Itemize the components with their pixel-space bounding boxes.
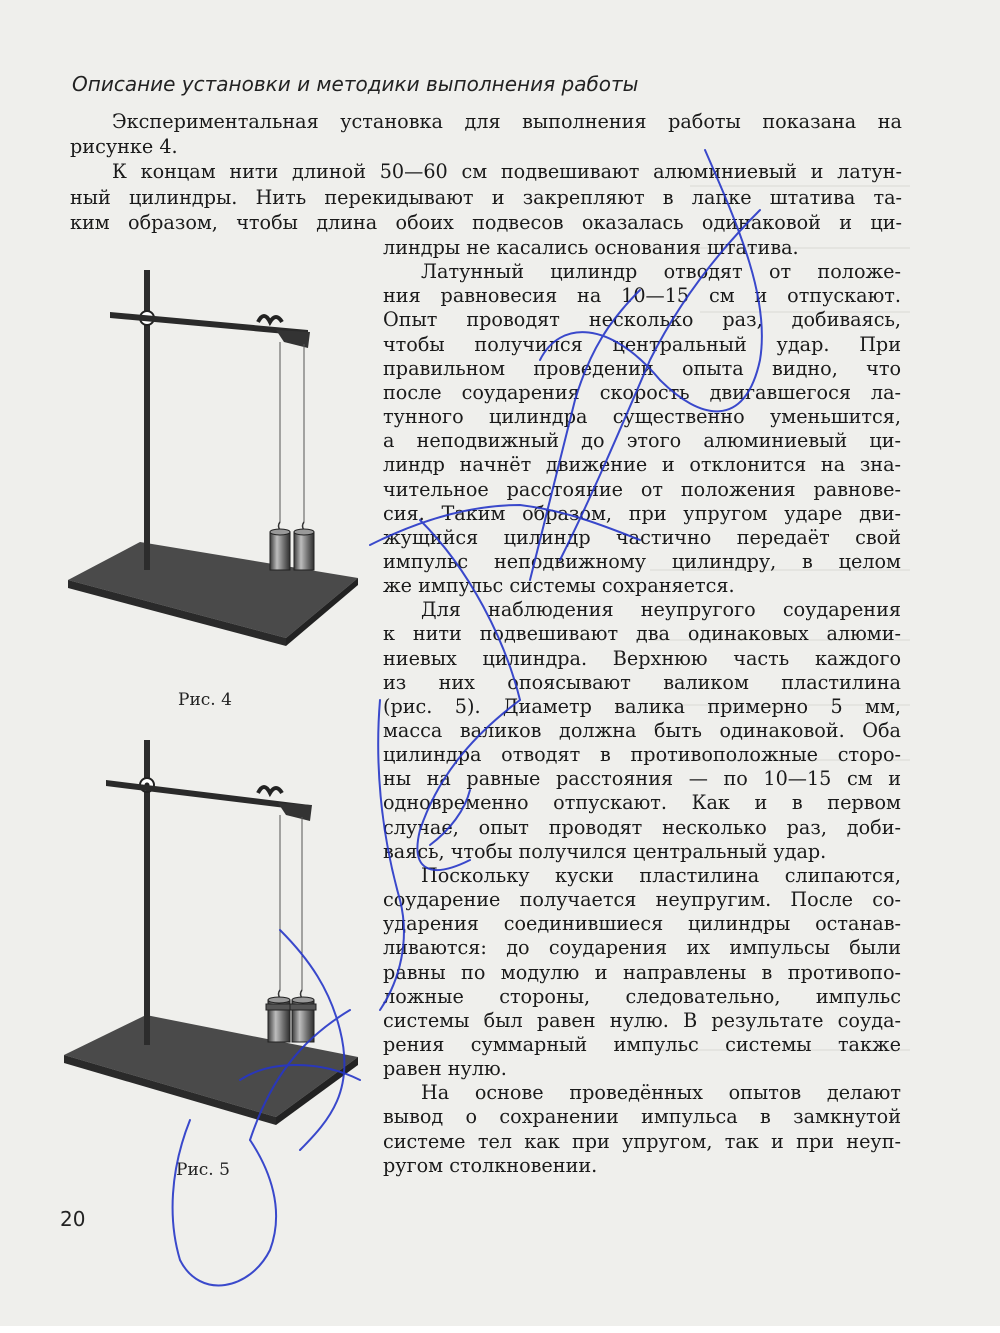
text-line: рения суммарный импульс системы также <box>383 1032 901 1056</box>
text-line: ния равновесия на 10—15 см и отпускают. <box>383 284 901 308</box>
text-line: равны по модулю и направлены в противопо- <box>383 960 901 984</box>
text-line: цилиндра отводят в противоположные сторо- <box>383 743 901 767</box>
text-line: из них опоясывают валиком пластилина <box>383 670 901 694</box>
text-line: ниевых цилиндра. Верхнюю часть каждого <box>383 646 901 670</box>
text-line: случае, опыт проводят несколько раз, доби- <box>383 815 901 839</box>
text-line: импульс неподвижному цилиндру, в целом <box>383 550 901 573</box>
text-line: масса валиков должна быть одинаковой. Оба <box>383 719 901 742</box>
text-line: Экспериментальная установка для выполнения работы показана на <box>112 110 902 133</box>
text-line: соударение получается неупругим. После со- <box>383 888 901 911</box>
text-line: Латунный цилиндр отводят от положе- <box>421 260 901 284</box>
text-line: Поскольку куски пластилина слипаются, <box>421 863 901 887</box>
text-line: линдры не касались основания штатива. <box>383 236 799 259</box>
text-line: Для наблюдения неупругого соударения <box>421 598 901 622</box>
text-line: ный цилиндры. Нить перекидывают и закрепляют в лапке штатива та- <box>70 186 902 209</box>
text-line: ким образом, чтобы длина обоих подвесов оказалась одинаковой и ци- <box>70 211 902 234</box>
figure-4-caption: Рис. 4 <box>178 690 232 710</box>
text-line: ны на равные расстояния — по 10—15 см и <box>383 767 901 791</box>
text-line: чительное расстояние от положения равнове- <box>383 477 901 501</box>
figure-5-apparatus <box>58 735 368 1155</box>
text-line: Опыт проводят несколько раз, добиваясь, <box>383 308 901 332</box>
text-line: К концам нити длиной 50—60 см подвешивают алюминиевый и латун- <box>112 160 902 183</box>
text-line: (рис. 5). Диаметр валика примерно 5 мм, <box>383 694 901 718</box>
text-line: системы был равен нулю. В результате соуда- <box>383 1008 901 1032</box>
text-line: а неподвижный до этого алюминиевый ци- <box>383 429 901 453</box>
text-line: же импульс системы сохраняется. <box>383 574 735 598</box>
text-line: одновременно отпускают. Как и в первом <box>383 791 901 815</box>
text-line: ложные стороны, следовательно, импульс <box>383 984 901 1008</box>
text-line: рисунке 4. <box>70 135 178 158</box>
text-line: после соударения скорость двигавшегося ла- <box>383 380 901 404</box>
text-line: тунного цилиндра существенно уменьшится, <box>383 405 901 428</box>
text-line: правильном проведении опыта видно, что <box>383 356 901 380</box>
figure-5-caption: Рис. 5 <box>176 1160 230 1180</box>
text-line: вывод о сохранении импульса в замкнутой <box>383 1105 901 1129</box>
text-line: равен нулю. <box>383 1057 507 1081</box>
text-line: к нити подвешивают два одинаковых алюми- <box>383 622 901 646</box>
text-line: ругом столкновении. <box>383 1153 598 1177</box>
text-line: системе тел как при упругом, так и при неуп- <box>383 1129 901 1153</box>
text-line: линдр начнёт движение и отклонится на зна- <box>383 453 901 477</box>
text-line: жущийся цилиндр частично передаёт свой <box>383 525 901 549</box>
text-line: ваясь, чтобы получился центральный удар. <box>383 839 827 863</box>
text-line: сия. Таким образом, при упругом ударе дви- <box>383 501 901 525</box>
page-number: 20 <box>60 1207 86 1231</box>
text-line: На основе проведённых опытов делают <box>421 1081 901 1105</box>
section-title: Описание установки и методики выполнения работы <box>72 72 639 96</box>
text-line: чтобы получился центральный удар. При <box>383 332 901 356</box>
text-line: ливаются: до соударения их импульсы были <box>383 936 901 960</box>
text-line: ударения соединившиеся цилиндры останав- <box>383 912 901 936</box>
figure-4-apparatus <box>58 260 368 660</box>
